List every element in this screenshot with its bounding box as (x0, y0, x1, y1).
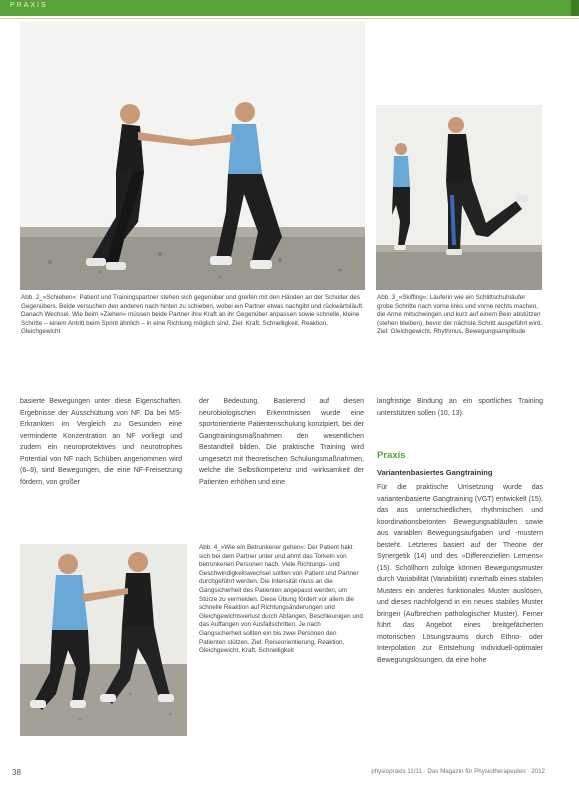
body-text-col3: langfristige Bindung an ein sportliches Training unterstützen sollen (10, 13). (377, 398, 543, 417)
journal-footer: physiopraxis 11/11 · Das Magazin für Physiotherapeuten · 2012 (371, 768, 545, 775)
header-rule (0, 18, 579, 19)
photo-pushing-exercise (20, 22, 365, 290)
body-text-col3b: Für die praktische Umsetzung wurde das variantenbasierte Gangtraining (VGT) entwickelt (15), das aus unterschiedlichen, rhythmischen und koordinationsbetonten Bewegungsabläufen sowie aus variablen Bewegungsaufgaben und -mustern besteht. Letzteres basiert auf der Theorie der Synergetik (14) und des »Differenziellen Lernens« (15). Schöllhorn zufolge können Bewegungsmuster durch Variabilität (Variabilität) innerhalb eines stabilen Musters ein anderes funktionales Muster auslösen, und dieses nachfolgend in ein neues stabiles Muster bringen (Aufbrechen pathologischer Muster). Ferner führt das Angebot eines breitgefächerten motorischen Lösungsraums durch Ethno- oder Interpolation zur Entstehung individuell-optimaler Bewegungslösungen, da eine hohe (377, 484, 543, 664)
section-heading-praxis: Praxis (377, 450, 406, 461)
subheading: Variantenbasiertes Gangtraining (377, 468, 493, 477)
photo-skiffing-exercise (376, 105, 542, 290)
top-color-bar (0, 0, 579, 16)
caption-fig4: Abb. 4_»Wie ein Betrunkener gehen«: Der Patient hakt sich bei dem Partner unter und ahmt das Torkeln von betrunkenen Personen nach. Viele Richtungs- und Geschwindigkeitswechsel sollten von Patient und Partner durchgeführt werden. Die Intensität muss an die Gangsicherheit des Patienten angepasst werden, um Stürze zu vermeiden. Diese Übung fördert vor allem die schnelle Reaktion auf Richtungsänderungen und Gleichgewichtsverlust durch Abfangen, Beschleunigen und das Auffangen von Ausfallschritten. Je nach Gangsicherheit sollten ein bis zwei Personen den Patienten stützen. Ziel: Reiseorientierung, Reaktion, Gleichgewicht, Kraft, Schnelligkeit (199, 544, 363, 655)
top-bar-edge (571, 0, 579, 16)
body-column-2 (199, 396, 364, 488)
body-column-3-top (377, 396, 543, 419)
body-column-3-bottom (377, 482, 543, 666)
photo-drunk-walk-exercise (20, 544, 187, 736)
body-column-1 (20, 396, 182, 488)
body-text-col1: basierte Bewegungen unter diese Eigenschaften. Ergebnisse der Ausschüttung von NF. Da bei MS-Erkrankten im Vergleich zu Gesunden eine verminderte Konzentration an NF vorliegt und zudem ein neuroprotektives und neurotrophes Potential von NF nach Schüben angenommen wird (6–9), sind Bewegungen, die eine NF-Freisetzung fördern, von großer (20, 398, 182, 486)
section-label: PRAXIS (10, 2, 48, 9)
caption-fig2: Abb. 2_»Schieben«: Patient und Trainingspartner stehen sich gegenüber und greifen mit den Händen an der Schulter des Gegenübers. Beide versuchen den anderen nach hinten zu schieben, wobei ein Partner etwas nachgibt und rückwärtsläuft. Danach Wechsel. Wie beim »Ziehen« müssen beide Partner ihre Kraft an ihr Gegenüber anpassen sowie schnelle, kleine Schritte – einem Antritt beim Sprint ähnlich – in eine Richtung möglich sind. Ziel: Kraft, Schnelligkeit, Reaktion, Gleichgewicht (21, 294, 364, 336)
caption-fig3: Abb. 3_»Skiffing«: Läuferin wie ein Schlittschuhläufer grobe Schritte nach vorne links und vorne rechts machen, die Arme mitschwingen und kurz auf einem Bein abstützen (stehen bleiben), bevor der nächste Schritt ausgeführt wird. Ziel: Gleichgewicht, Rhythmus, Bewegungsamplitude (377, 294, 543, 336)
body-text-col2: der Bedeutung. Basierend auf diesen neurobiologischen Erkenntnissen wurde eine sportorientierte Patientenschulung konzipiert, bei der Gangtrainingsmaßnahmen den wesentlichen Bestandteil bilden. Die praktische Training wird umgesetzt mit theoretischen Schulungsmaßnahmen, welche die Selbstkompetenz und -wirksamkeit der Patienten erhöhen und eine (199, 398, 364, 486)
page-number: 38 (12, 768, 21, 777)
